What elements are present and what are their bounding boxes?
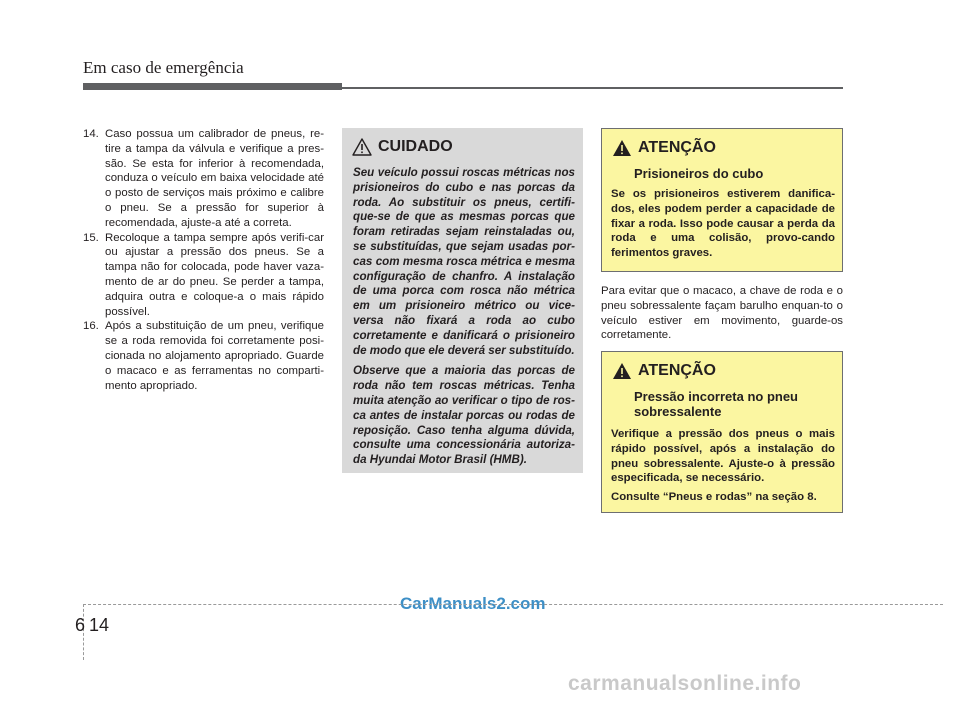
list-item-number: 15. bbox=[83, 231, 99, 244]
warning-title-row bbox=[612, 362, 716, 380]
instruction-list bbox=[83, 127, 324, 393]
warning-triangle-icon bbox=[352, 138, 372, 156]
header-bar bbox=[83, 83, 342, 90]
warning-box-wheel-studs bbox=[601, 128, 843, 272]
list-item bbox=[83, 319, 324, 393]
warning-subtitle: Pressão incorreta no pneu sobressalente bbox=[634, 389, 798, 419]
warning-paragraph: Verifique a pressão dos pneus o mais rápido possível, após a instalação do pneu sobressalente. Ajuste-o à pressão especificada, se necessário. bbox=[611, 428, 835, 485]
warning-body bbox=[611, 187, 835, 265]
list-item-number: 16. bbox=[83, 320, 99, 333]
page-number-value: 14 bbox=[89, 615, 110, 635]
warning-triangle-icon bbox=[612, 362, 632, 380]
caution-box bbox=[342, 128, 583, 473]
list-item bbox=[83, 127, 324, 231]
caution-body bbox=[353, 166, 575, 474]
warning-subtitle: Prisioneiros do cubo bbox=[634, 166, 764, 181]
watermark-carmanuals2: CarManuals2.com bbox=[400, 594, 546, 613]
storage-note: Para evitar que o macaco, a chave de roda e o pneu sobressalente façam barulho enquan-to o veículo estiver em movimento, guarde-os corretamente. bbox=[601, 285, 843, 342]
warning-title-row bbox=[612, 139, 716, 157]
warning-paragraph: Consulte “Pneus e rodas” na seção 8. bbox=[611, 491, 817, 504]
warning-body bbox=[611, 427, 835, 509]
caution-paragraph: Observe que a maioria das porcas de roda não tem roscas métricas. Tenha muita atenção ao verificar o tipo de ros-ca antes de instalar porcas ou rodas de reposição. Caso tenha alguma dúvida, consulte uma concessionária autoriza-da Hyundai Motor Brasil (HMB). bbox=[353, 364, 575, 467]
caution-paragraph: Seu veículo possui roscas métricas nos prisioneiros do cubo e nas porcas da roda. Ao substituir os pneus, certifi-que-se de que as mesmas porcas que foram retiradas sejam reinstaladas ou, se substituídas, que sejam usadas por-cas com mesma rosca métrica e mesma configuração de chanfro. A instalação de uma porca com rosca não métrica em um prisioneiro métrico ou vice-versa não fixará a roda ao cubo corretamente e danificará o prisioneiro de modo que ele deverá ser substituído. bbox=[353, 166, 575, 357]
page-header-title: Em caso de emergência bbox=[83, 58, 244, 77]
warning-triangle-icon bbox=[612, 139, 632, 157]
list-item-number: 14. bbox=[83, 128, 99, 140]
warning-title: ATENÇÃO bbox=[638, 362, 716, 379]
list-item-text: Recoloque a tampa sempre após verifi-car ou ajustar a pressão dos pneus. Se a tampa não for colocada, pode haver vaza-mento de ar do pneu. Se perder a tampa, adquira outra e coloque-a o mais rápido possível. bbox=[105, 231, 324, 318]
warning-box-spare-pressure bbox=[601, 351, 843, 513]
watermark-carmanualsonline: carmanualsonline.info bbox=[568, 672, 802, 695]
warning-paragraph: Se os prisioneiros estiverem danifica-dos, eles podem perder a capacidade de fixar a roda. Isso pode causar a perda da roda e uma colisão, provo-cando ferimentos graves. bbox=[611, 188, 835, 260]
warning-title: ATENÇÃO bbox=[638, 139, 716, 156]
list-item bbox=[83, 231, 324, 320]
caution-title-row bbox=[352, 138, 453, 156]
footer-rule bbox=[83, 604, 943, 605]
list-item-text: Caso possua um calibrador de pneus, re-tire a tampa da válvula e verifique a pres-são. Se esta for inferior à recomendada, conduza o veículo em baixa velocidade até o posto de serviços mais próximo e calibre o pneu. Se a pressão for superior à recomendada, ajuste-a até a correta. bbox=[105, 128, 324, 229]
page-number bbox=[75, 615, 113, 636]
header-rule bbox=[342, 87, 843, 89]
section-number: 6 bbox=[75, 615, 86, 635]
list-item-text: Após a substituição de um pneu, verifique se a roda removida foi corretamente posi-cionada no alojamento apropriado. Guarde o macaco e as ferramentas no comparti-mento apropriado. bbox=[105, 320, 324, 392]
caution-title: CUIDADO bbox=[378, 138, 453, 155]
